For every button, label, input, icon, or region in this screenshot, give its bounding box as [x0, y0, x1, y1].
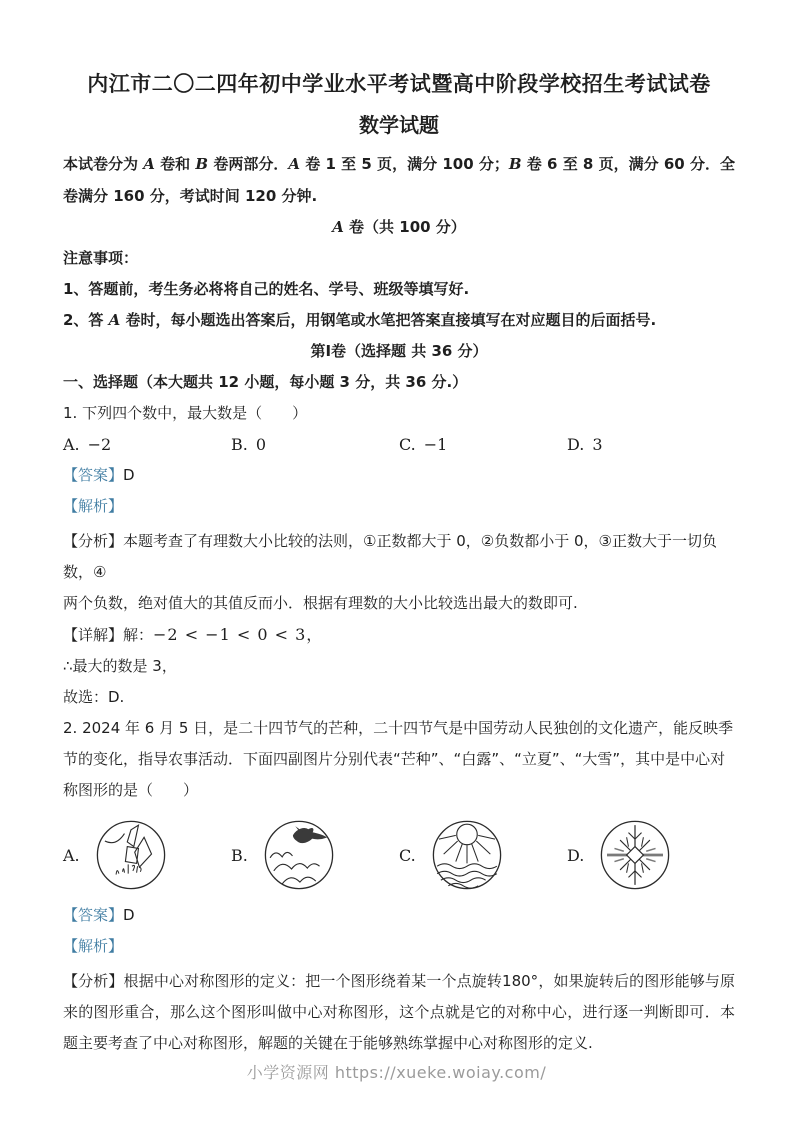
note-item-1: 1、答题前，考生务必将将自己的姓名、学号、班级等填写好. — [63, 280, 470, 298]
q2-figure-c — [399, 813, 567, 897]
q1-option-a-value: −2 — [87, 435, 112, 454]
q2-figure-d-label: D. — [567, 845, 585, 865]
q2-analysis-text: 【分析】根据中心对称图形的定义：把一个图形绕着某一个点旋转180°，如果旋转后的图形能够与原来的图形重合，那么这个图形叫做中心对称图形，这个点就是它的对称中心，进行逐一判断即可．本题主要考查了中心对称图形，解题的关键在于能够熟练掌握中心对称图形的定义. — [63, 972, 735, 1052]
grain-in-ear-figure-icon — [92, 813, 170, 897]
q1-option-b — [231, 429, 399, 460]
part1-heading: 第Ⅰ卷（选择题 共 36 分） — [310, 342, 488, 360]
q2-figure-b — [231, 813, 399, 897]
q1-option-d-label: D. — [567, 435, 585, 454]
q1-analysis-text-line1: 【分析】本题考查了有理数大小比较的法则，①正数都大于 0，②负数都小于 0，③正数大于一切负数，④ — [63, 532, 717, 581]
q2-figure-d — [567, 813, 735, 897]
beginning-of-summer-sun-sea-figure-icon — [428, 813, 506, 897]
question-1-stem: 1. 下列四个数中，最大数是（ ） — [63, 404, 308, 422]
q1-option-c-label: C. — [399, 435, 416, 454]
q2-analysis-heading — [63, 931, 735, 962]
q1-option-b-label: B. — [231, 435, 248, 454]
q1-option-d-value: 3 — [592, 435, 603, 454]
q1-answer-value: D — [123, 466, 135, 484]
q1-option-b-value: 0 — [255, 435, 267, 454]
section1-heading: 一、选择题（本大题共 12 小题，每小题 3 分，共 36 分.） — [63, 373, 468, 391]
a-part-heading: A 卷（共 100 分） — [332, 218, 466, 236]
q1-analysis-label: 【解析】 — [63, 497, 124, 515]
question-2-stem: 2. 2024 年 6 月 5 日，是二十四节气的芒种，二十四节气是中国劳动人民独创的文化遗产，能反映季节的变化，指导农事活动．下面四副图片分别代表“芒种”、“白露”、“立夏”、“大雪”，其中是中心对称图形的是（ ） — [63, 719, 734, 799]
notes-heading: 注意事项： — [63, 249, 139, 267]
q1-solution-label: 【详解】解： — [63, 626, 154, 644]
q2-answer-line — [63, 900, 735, 931]
q2-answer-label: 【答案】 — [63, 906, 124, 924]
site-watermark: 小学资源网 https://xueke.woiay.com/ — [246, 1063, 547, 1082]
q2-analysis-label: 【解析】 — [63, 937, 124, 955]
q2-figure-b-label: B. — [231, 845, 248, 865]
q1-answer-line — [63, 460, 735, 491]
question-1-options — [63, 429, 735, 460]
q1-option-d — [567, 429, 735, 460]
q2-figure-c-label: C. — [399, 845, 416, 865]
white-dew-goose-figure-icon — [260, 813, 338, 897]
q1-answer-label: 【答案】 — [63, 466, 124, 484]
exam-intro-paragraph: 本试卷分为 A 卷和 B 卷两部分．A 卷 1 至 5 页，满分 100 分；B 卷 6 至 8 页，满分 60 分．全卷满分 160 分，考试时间 120 分钟. — [63, 155, 735, 205]
q1-analysis-heading — [63, 491, 735, 522]
q1-option-a-label: A. — [63, 435, 80, 454]
note-item-2: 2、答 A 卷时，每小题选出答案后，用钢笔或水笔把答案直接填写在对应题目的后面括号. — [63, 311, 657, 329]
q1-conclusion-line: ∴最大的数是 3， — [63, 657, 177, 675]
page-title: 内江市二〇二四年初中学业水平考试暨高中阶段学校招生考试试卷 — [87, 72, 711, 96]
page-subtitle: 数学试题 — [359, 113, 439, 137]
q2-answer-value: D — [123, 906, 135, 924]
q1-solution-line — [63, 619, 735, 651]
q1-option-c — [399, 429, 567, 460]
q1-option-c-value: −1 — [423, 435, 448, 454]
q1-option-a — [63, 429, 231, 460]
q2-figure-a-label: A. — [63, 845, 80, 865]
q2-figure-a — [63, 813, 231, 897]
q1-analysis-text-line2: 两个负数，绝对值大的其值反而小．根据有理数的大小比较选出最大的数即可. — [63, 594, 578, 612]
q1-choice-line: 故选：D. — [63, 688, 125, 706]
major-snow-snowflake-figure-icon — [596, 813, 674, 897]
q1-solution-expression: −2 < −1 < 0 < 3， — [153, 625, 324, 644]
question-2-figures — [63, 810, 735, 900]
